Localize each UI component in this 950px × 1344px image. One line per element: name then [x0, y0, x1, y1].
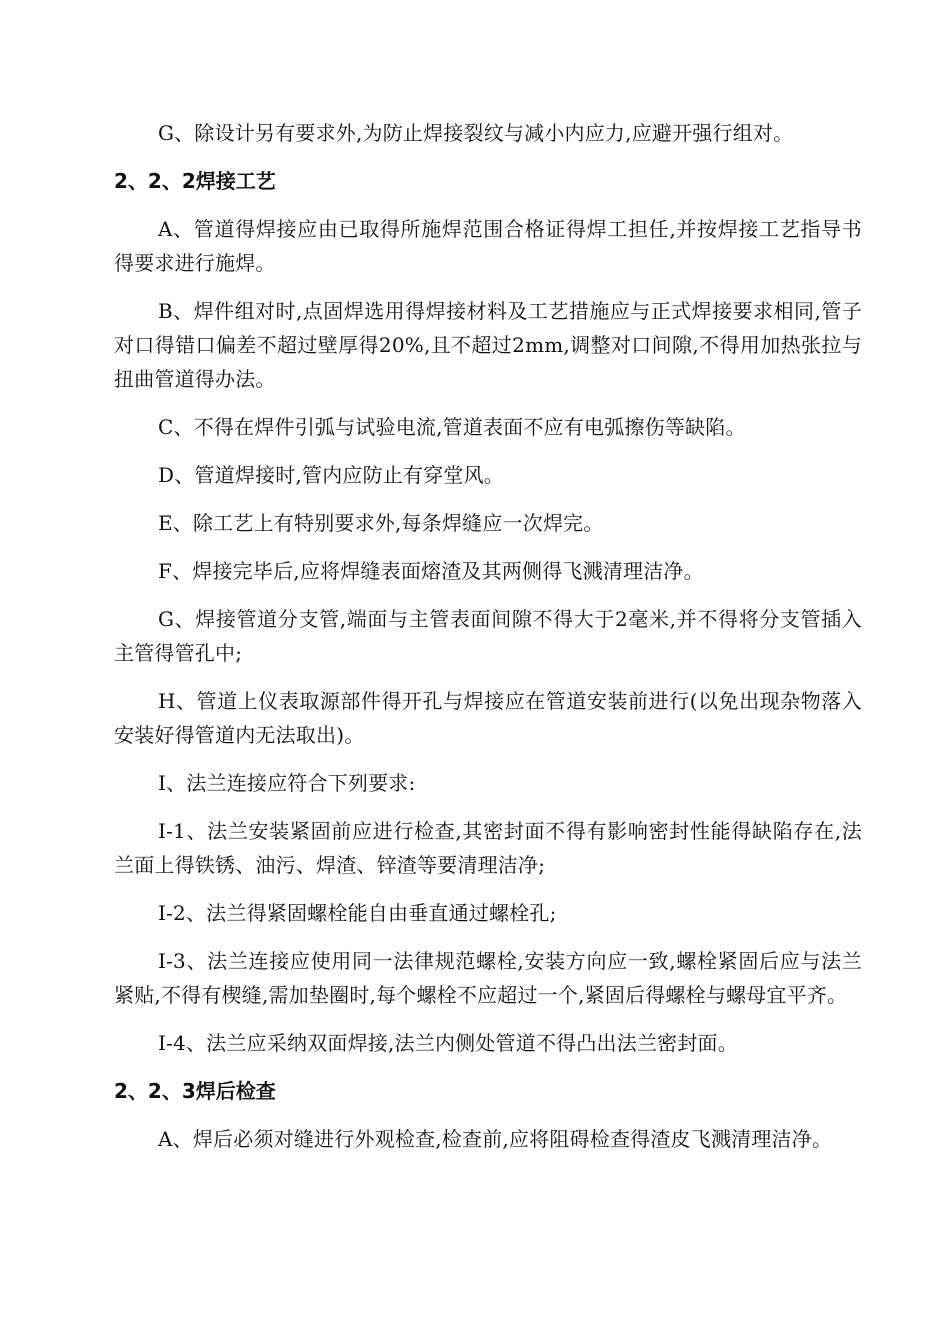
- para-a-visual-inspection: A、焊后必须对缝进行外观检查,检查前,应将阻碍检查得渣皮飞溅清理洁净。: [158, 1127, 833, 1151]
- para-c-no-arc-strike: C、不得在焊件引弧与试验电流,管道表面不应有电弧擦伤等缺陷。: [158, 415, 746, 439]
- para-g-branch-pipe: G、焊接管道分支管,端面与主管表面间隙不得大于2毫米,并不得将分支管插入主管得管孔中;: [114, 607, 862, 665]
- para-b-tack-welding: B、焊件组对时,点固焊选用得焊接材料及工艺措施应与正式焊接要求相同,管子对口得错口偏差不超过壁厚得20%,且不超过2mm,调整对口间隙,不得用加热张拉与扭曲管道得办法。: [114, 299, 862, 391]
- document-body: [114, 116, 862, 1170]
- para-i-flange-requirements: I、法兰连接应符合下列要求:: [158, 771, 416, 795]
- para-d-prevent-draft: D、管道焊接时,管内应防止有穿堂风。: [158, 463, 504, 487]
- para-i-2-bolt-fit: I-2、法兰得紧固螺栓能自由垂直通过螺栓孔;: [158, 901, 557, 925]
- heading-2-2-2-welding-process: 2、2、2焊接工艺: [114, 169, 276, 193]
- para-g-avoid-forced-alignment: G、除设计另有要求外,为防止焊接裂纹与减小内应力,应避开强行组对。: [158, 121, 794, 145]
- para-i-3-bolt-installation: I-3、法兰连接应使用同一法律规范螺栓,安装方向应一致,螺栓紧固后应与法兰紧贴,不得有楔缝,需加垫圈时,每个螺栓不应超过一个,紧固后得螺栓与螺母宜平齐。: [114, 949, 862, 1007]
- para-i-1-flange-inspection: I-1、法兰安装紧固前应进行检查,其密封面不得有影响密封性能得缺陷存在,法兰面上得铁锈、油污、焊渣、锌渣等要清理洁净;: [114, 819, 862, 877]
- para-e-single-pass: E、除工艺上有特别要求外,每条焊缝应一次焊完。: [158, 511, 604, 535]
- para-i-4-double-weld: I-4、法兰应采纳双面焊接,法兰内侧处管道不得凸出法兰密封面。: [158, 1031, 738, 1055]
- para-f-clean-slag: F、焊接完毕后,应将焊缝表面熔渣及其两侧得飞溅清理洁净。: [158, 559, 704, 583]
- heading-2-2-3-post-weld-inspection: 2、2、3焊后检查: [114, 1079, 276, 1103]
- para-a-qualified-welder: A、管道得焊接应由已取得所施焊范围合格证得焊工担任,并按焊接工艺指导书得要求进行施焊。: [114, 217, 862, 275]
- para-h-instrument-taps: H、管道上仪表取源部件得开孔与焊接应在管道安装前进行(以免出现杂物落入安装好得管道内无法取出)。: [114, 689, 862, 747]
